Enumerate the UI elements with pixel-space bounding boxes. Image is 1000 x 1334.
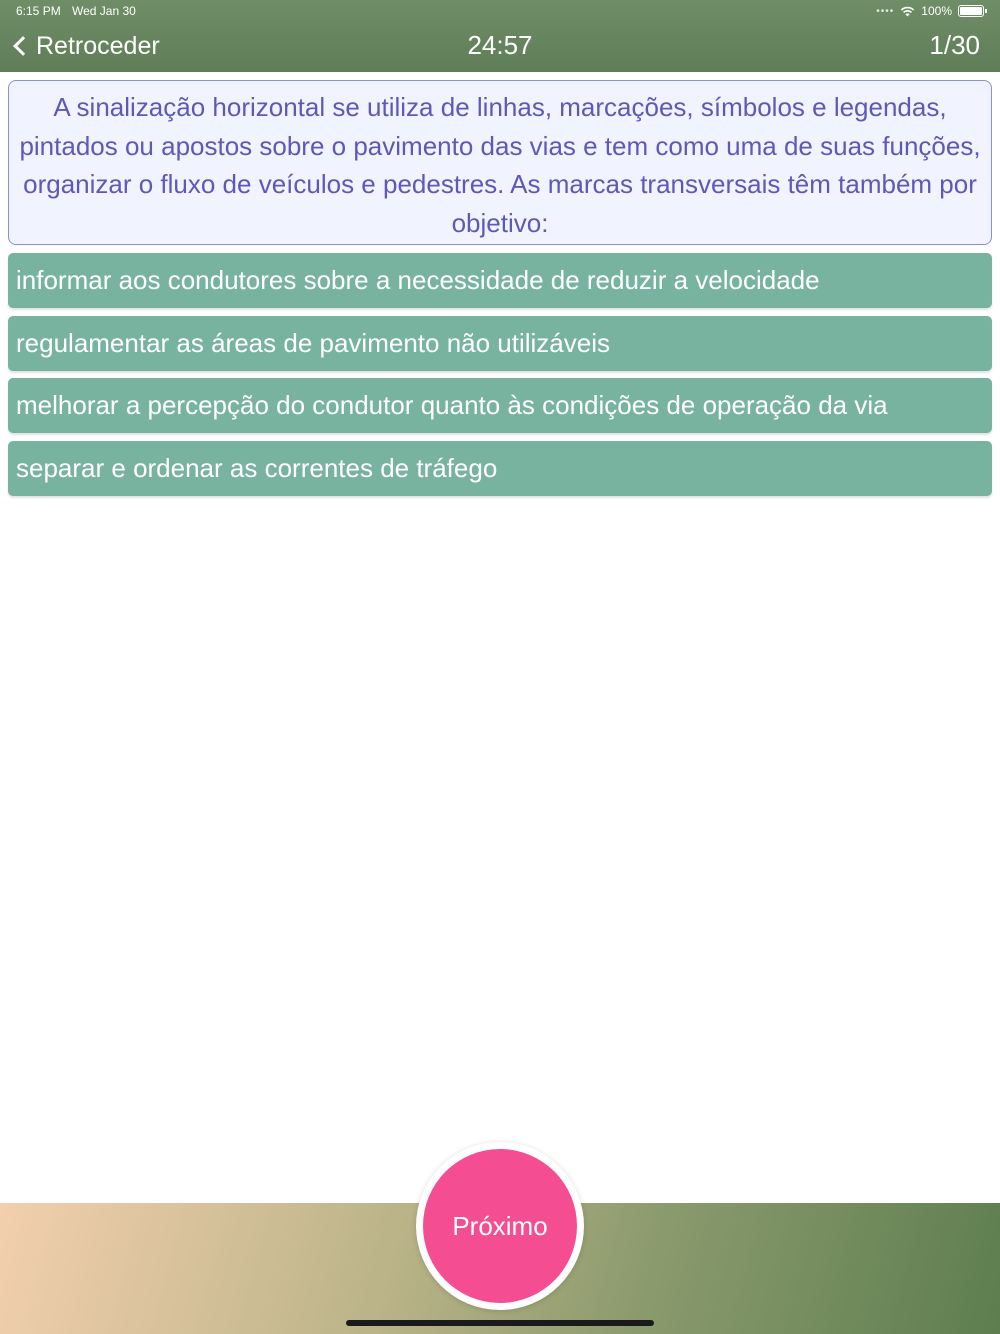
wifi-icon <box>900 6 915 17</box>
answer-option-1[interactable]: informar aos condutores sobre a necessidade de reduzir a velocidade <box>8 253 992 308</box>
answer-option-4[interactable]: separar e ordenar as correntes de tráfego <box>8 441 992 496</box>
battery-percent: 100% <box>921 4 952 18</box>
status-time: 6:15 PM <box>16 4 61 18</box>
countdown-timer: 24:57 <box>467 30 533 60</box>
answer-option-3[interactable]: melhorar a percepção do condutor quanto às condições de operação da via <box>8 378 992 433</box>
navigation-bar <box>0 22 1000 72</box>
top-bar <box>0 0 1000 72</box>
answer-option-2[interactable]: regulamentar as áreas de pavimento não utilizáveis <box>8 316 992 371</box>
battery-icon <box>958 5 984 17</box>
question-counter: 1/30 <box>929 30 980 60</box>
cellular-dots-icon: •••• <box>876 5 895 17</box>
status-right <box>876 4 984 18</box>
status-bar <box>0 0 1000 22</box>
next-button-ring <box>416 1142 584 1310</box>
status-date: Wed Jan 30 <box>72 4 136 18</box>
next-button[interactable]: Próximo <box>423 1149 577 1303</box>
question-text: A sinalização horizontal se utiliza de linhas, marcações, símbolos e legendas, pintados ou apostos sobre o pavimento das vias e tem como uma de suas funções, organizar o fluxo de veículos e pedestres. As marcas transversais têm também por objetivo: <box>8 80 992 245</box>
home-indicator[interactable] <box>346 1320 654 1326</box>
back-label: Retroceder <box>36 31 160 60</box>
